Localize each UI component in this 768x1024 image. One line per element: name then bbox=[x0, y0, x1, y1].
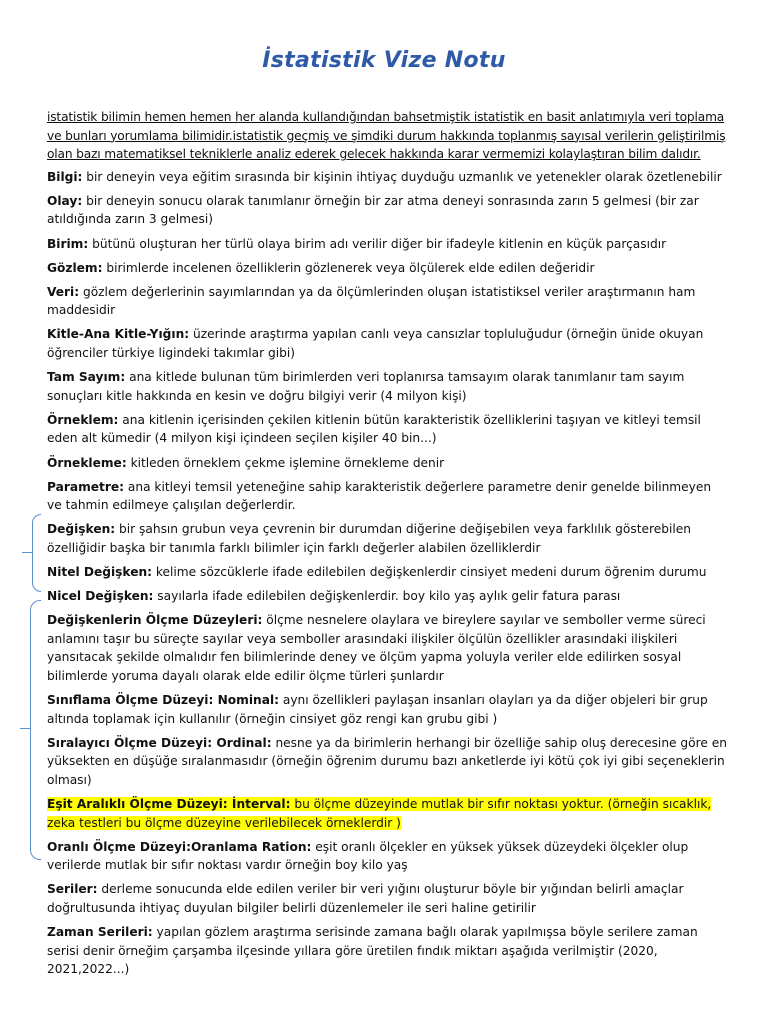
term: Değişkenlerin Ölçme Düzeyleri: bbox=[47, 613, 263, 628]
definition-orneklem bbox=[47, 411, 727, 448]
term: Seriler: bbox=[47, 882, 98, 897]
definition-birim bbox=[47, 235, 727, 254]
definition-seriler bbox=[47, 880, 727, 917]
definition: yapılan gözlem araştırma serisinde zamana bağlı olarak yapılmışsa böyle serilere zaman serisi denir örneğim çarşamba ilçesinde yıllara göre üretilen fındık miktarı aşağıda verilmiştir (2020, 2021,2022...) bbox=[47, 925, 698, 977]
term: Nicel Değişken: bbox=[47, 589, 154, 604]
definition-olcme-duzeyleri bbox=[47, 611, 727, 685]
definition: birimlerde incelenen özelliklerin gözlenerek veya ölçülerek elde edilen değeridir bbox=[102, 260, 595, 275]
definition-zaman-serileri bbox=[47, 923, 727, 979]
definition: üzerinde araştırma yapılan canlı veya cansızlar topluluğudur (örneğin ünide okuyan öğrenciler türkiye ligindeki takımlar gibi) bbox=[47, 327, 704, 361]
definition: bir deneyin veya eğitim sırasında bir kişinin ihtiyaç duyduğu uzmanlık ve yetenekler olarak özetlenebilir bbox=[82, 169, 722, 184]
definition-olay bbox=[47, 192, 727, 229]
term: Veri: bbox=[47, 284, 80, 299]
definition-veri bbox=[47, 283, 727, 320]
definition: bir deneyin sonucu olarak tanımlanır örneğin bir zar atma deneyi sonrasında zarın 5 gelmesi (bir zar atıldığında zarın 3 gelmesi) bbox=[47, 193, 699, 227]
definition: gözlem değerlerinin sayımlarından ya da ölçümlerinden oluşan istatistiksel veriler araştırmanın ham maddesidir bbox=[47, 284, 696, 318]
term: Nitel Değişken: bbox=[47, 564, 153, 579]
term: Zaman Serileri: bbox=[47, 925, 153, 940]
definition: eşit oranlı ölçekler en yüksek yüksek düzeydeki ölçekler olup verilerde mutlak bir sıfır noktası vardır örneğin boy kilo yaş bbox=[47, 839, 689, 873]
term: Sınıflama Ölçme Düzeyi: Nominal: bbox=[47, 693, 279, 708]
definition-nitel-degisken bbox=[47, 563, 727, 582]
brace-measurement-levels bbox=[30, 600, 41, 860]
brace-variables-tick bbox=[22, 552, 32, 553]
intro-paragraph: istatistik bilimin hemen hemen her alanda kullandığından bahsetmiştik istatistik en basit anlatımıyla veri toplama ve bunları yorumlama bilimidir.istatistik geçmiş ve şimdiki durum hakkında toplanmış sayısal verilerin geliştirilmiş olan bazı matematiksel tekniklerle analiz ederek gelecek hakkında karar vermemizi kolaylaştıran bilim dalıdır. bbox=[47, 110, 726, 162]
document-body bbox=[47, 108, 727, 984]
term: Değişken: bbox=[47, 522, 116, 537]
brace-measurement-levels-tick bbox=[20, 728, 30, 729]
definition: kelime sözcüklerle ifade edilebilen değişkenlerdir cinsiyet medeni durum öğrenim durumu bbox=[152, 564, 707, 579]
definition: bütünü oluşturan her türlü olaya birim adı verilir diğer bir ifadeyle kitlenin en küçük parçasıdır bbox=[88, 236, 667, 251]
definition: ölçme nesnelere olaylara ve bireylere sayılar ve semboller verme süreci anlamını taşır bu süreçte sayılar veya semboller arasındaki ilişkiler ölçülün özellikler arasındaki ilişkileri yansıtacak şekilde olmalıdır fen bilimlerinde deney ve ölçüm yapma yoluyla veriler elde edilirken sosyal bilimlerde yoruma dayalı olarak elde edilir ölçme türleri şunlardır bbox=[47, 613, 706, 683]
definition: kitleden örneklem çekme işlemine örnekleme denir bbox=[126, 455, 445, 470]
definition-bilgi bbox=[47, 168, 727, 187]
document-title: İstatistik Vize Notu bbox=[262, 48, 506, 73]
term: Olay: bbox=[47, 193, 83, 208]
term: Gözlem: bbox=[47, 260, 103, 275]
term: Parametre: bbox=[47, 479, 125, 494]
definition-tam-sayim bbox=[47, 368, 727, 405]
definition: ana kitlenin içerisinden çekilen kitlenin bütün karakteristik özelliklerini taşıyan ve kitleyi temsil eden alt kümedir (4 milyon kişi içindeen seçilen kişiler 40 bin...) bbox=[47, 412, 701, 446]
definition: sayılarla ifade edilebilen değişkenlerdir. boy kilo yaş aylık gelir fatura parası bbox=[153, 589, 621, 604]
definition-oranli bbox=[47, 838, 727, 875]
term: Oranlı Ölçme Düzeyi:Oranlama Ration: bbox=[47, 839, 312, 854]
term: Sıralayıcı Ölçme Düzeyi: Ordinal: bbox=[47, 735, 272, 750]
term: Kitle-Ana Kitle-Yığın: bbox=[47, 327, 190, 342]
definition: ana kitlede bulunan tüm birimlerden veri toplanırsa tamsayım olarak tanımlanır tam sayım sonuçları kitle hakkında en kesin ve doğru bilgiyi verir (4 milyon kişi) bbox=[47, 370, 685, 403]
definition: bir şahsın grubun veya çevrenin bir durumdan diğerine değişebilen veya farklılık gösterebilen özelliğidir başka bir tanımla farklı bilimler için farklı değerler alabilen özelliklerdir bbox=[47, 522, 691, 555]
definition-gozlem bbox=[47, 259, 727, 278]
definition: nesne ya da birimlerin herhangi bir özelliğe sahip oluş derecesine göre en yüksekten en düşüğe sıralanmasıdır (örneğin öğrenim durumu bazı anketlerde iyi kötü çok iyi gibi seçeneklerin olması) bbox=[47, 735, 727, 787]
definition-interval-highlighted bbox=[47, 795, 727, 832]
term: Bilgi: bbox=[47, 169, 83, 184]
term: Tam Sayım: bbox=[47, 370, 126, 385]
term: Örneklem: bbox=[47, 412, 119, 427]
definition-degisken bbox=[47, 520, 727, 557]
definition-ornekleme bbox=[47, 454, 727, 473]
brace-variables bbox=[32, 514, 41, 592]
definition: aynı özellikleri paylaşan insanları olayları ya da diğer objeleri bir grup altında toplamak için kullanılır (örneğin cinsiyet göz rengi kan grubu gibi ) bbox=[47, 693, 708, 726]
definition-parametre bbox=[47, 478, 727, 515]
definition: bu ölçme düzeyinde mutlak bir sıfır noktası yoktur. (örneğin sıcaklık, zeka testleri bu ölçme düzeyine verilebilecek örneklerdir ) bbox=[47, 797, 712, 830]
definition-nicel-degisken bbox=[47, 587, 727, 606]
definition-kitle bbox=[47, 325, 727, 362]
definition-nominal bbox=[47, 691, 727, 728]
definition: ana kitleyi temsil yeteneğine sahip karakteristik değerlere parametre denir genelde bilinmeyen ve tahmin edilmeye çalışılan değerlerdir. bbox=[47, 479, 712, 513]
definition-ordinal bbox=[47, 734, 727, 790]
definition: derleme sonucunda elde edilen veriler bir veri yığını oluşturur böyle bir yığından belirli amaçlar doğrultusunda ihtiyaç duyulan bilgiler belirli düzenlemeler ile seri haline getirilir bbox=[47, 882, 684, 915]
term: Eşit Aralıklı Ölçme Düzeyi: İnterval: bbox=[47, 797, 291, 811]
term: Örnekleme: bbox=[47, 455, 127, 470]
term: Birim: bbox=[47, 236, 89, 251]
